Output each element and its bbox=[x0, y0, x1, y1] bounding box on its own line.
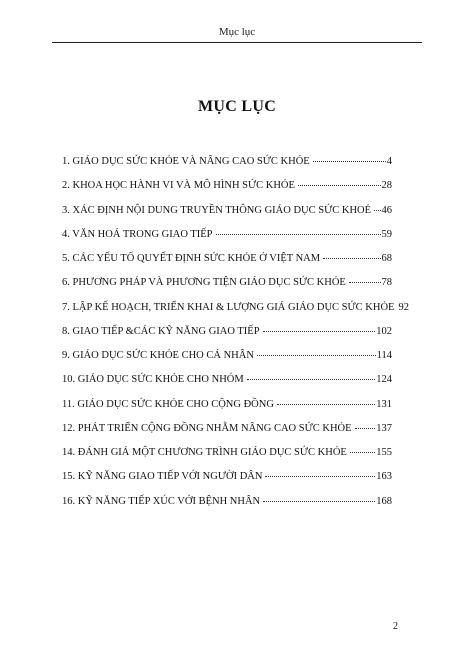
toc-leader bbox=[350, 452, 375, 453]
toc-entry-title: 3. XÁC ĐỊNH NỘI DUNG TRUYỀN THÔNG GIÁO DỤC SỨC KHOẺ bbox=[62, 204, 372, 216]
page-number: 2 bbox=[393, 621, 398, 632]
toc-entry bbox=[62, 277, 392, 301]
toc-page-number: 28 bbox=[381, 180, 392, 192]
toc-entry-title: 12. PHÁT TRIỂN CỘNG ĐỒNG NHẰM NÂNG CAO SỨC KHỎE bbox=[62, 422, 352, 434]
toc-leader bbox=[313, 161, 386, 162]
toc-entry-title: 9. GIÁO DỤC SỨC KHỎE CHO CÁ NHÂN bbox=[62, 350, 254, 361]
toc-page-number: 102 bbox=[376, 325, 392, 337]
toc-page-number: 78 bbox=[381, 277, 392, 289]
toc-entry bbox=[62, 399, 392, 423]
toc-page-number: 163 bbox=[376, 471, 392, 483]
toc-page-number: 168 bbox=[376, 495, 392, 507]
toc-entry bbox=[62, 374, 392, 398]
toc-entry-title: 16. KỸ NĂNG TIẾP XÚC VỚI BỆNH NHÂN bbox=[62, 495, 261, 507]
toc-leader bbox=[277, 404, 375, 405]
header-rule bbox=[52, 42, 422, 43]
toc-entry-title: 6. PHƯƠNG PHÁP VÀ PHƯƠNG TIỆN GIÁO DỤC SỨC KHỎE bbox=[62, 277, 346, 289]
toc-page-number: 46 bbox=[381, 204, 392, 216]
toc-leader bbox=[216, 234, 381, 235]
toc-leader bbox=[374, 210, 380, 211]
toc-entry bbox=[62, 326, 392, 350]
toc-leader bbox=[263, 331, 376, 332]
toc-leader bbox=[298, 185, 381, 186]
toc-leader bbox=[349, 282, 381, 283]
toc-page-number: 131 bbox=[376, 398, 392, 410]
toc-title: MỤC LỤC bbox=[197, 98, 277, 115]
toc-leader bbox=[263, 501, 375, 502]
toc-leader bbox=[265, 476, 375, 477]
toc-page-number: 124 bbox=[376, 374, 392, 386]
toc-entry bbox=[62, 350, 392, 374]
toc-entry-title: 14. ĐÁNH GIÁ MỘT CHƯƠNG TRÌNH GIÁO DỤC SỨC KHỎE bbox=[62, 447, 347, 458]
toc-entry-title: 1. GIÁO DỤC SỨC KHỎE VÀ NÂNG CAO SỨC KHỎE bbox=[62, 156, 310, 167]
toc-page-number: 114 bbox=[376, 350, 392, 361]
toc-page-number: 68 bbox=[381, 253, 392, 264]
toc-page-number: 137 bbox=[376, 422, 392, 434]
toc-page-number: 59 bbox=[381, 228, 392, 240]
toc-leader bbox=[323, 258, 380, 259]
toc-entry-title: 10. GIÁO DỤC SỨC KHỎE CHO NHÓM bbox=[62, 374, 244, 386]
toc-entry-title: 8. GIAO TIẾP &CÁC KỸ NĂNG GIAO TIẾP bbox=[62, 325, 260, 337]
toc-entry-title: 11. GIÁO DỤC SỨC KHỎE CHO CỘNG ĐỒNG bbox=[62, 398, 274, 410]
toc-entry bbox=[62, 447, 392, 471]
toc-entry bbox=[62, 496, 392, 520]
toc-entry bbox=[62, 471, 392, 495]
toc-entry bbox=[62, 229, 392, 253]
toc-entry-title: 15. KỸ NĂNG GIAO TIẾP VỚI NGƯỜI DÂN bbox=[62, 471, 263, 483]
toc-page-number: 155 bbox=[376, 447, 392, 458]
toc-entry bbox=[62, 205, 392, 229]
toc-page-number: 4 bbox=[386, 156, 392, 167]
toc-entry-title: 4. VĂN HOÁ TRONG GIAO TIẾP bbox=[62, 228, 213, 240]
toc-leader bbox=[257, 355, 376, 356]
toc-leader bbox=[247, 379, 376, 380]
toc-entry bbox=[62, 301, 409, 326]
toc-leader bbox=[355, 428, 376, 429]
toc-entry bbox=[62, 180, 392, 204]
toc-entry-title: 5. CÁC YẾU TỐ QUYẾT ĐỊNH SỨC KHỎE Ở VIỆT NAM bbox=[62, 253, 321, 264]
toc-entry-title: 7. LẬP KẾ HOẠCH, TRIỂN KHAI & LƯỢNG GIÁ GIÁO DỤC SỨC KHỎE bbox=[62, 301, 395, 313]
toc-page-number: 92 bbox=[398, 301, 409, 313]
toc-entry-title: 2. KHOA HỌC HÀNH VI VÀ MÔ HÌNH SỨC KHỎE bbox=[62, 180, 295, 192]
toc-entry bbox=[62, 253, 392, 277]
running-header: Mục lục bbox=[218, 26, 256, 38]
toc-entry bbox=[62, 156, 392, 180]
toc-entry bbox=[62, 423, 392, 447]
table-of-contents bbox=[62, 156, 409, 520]
